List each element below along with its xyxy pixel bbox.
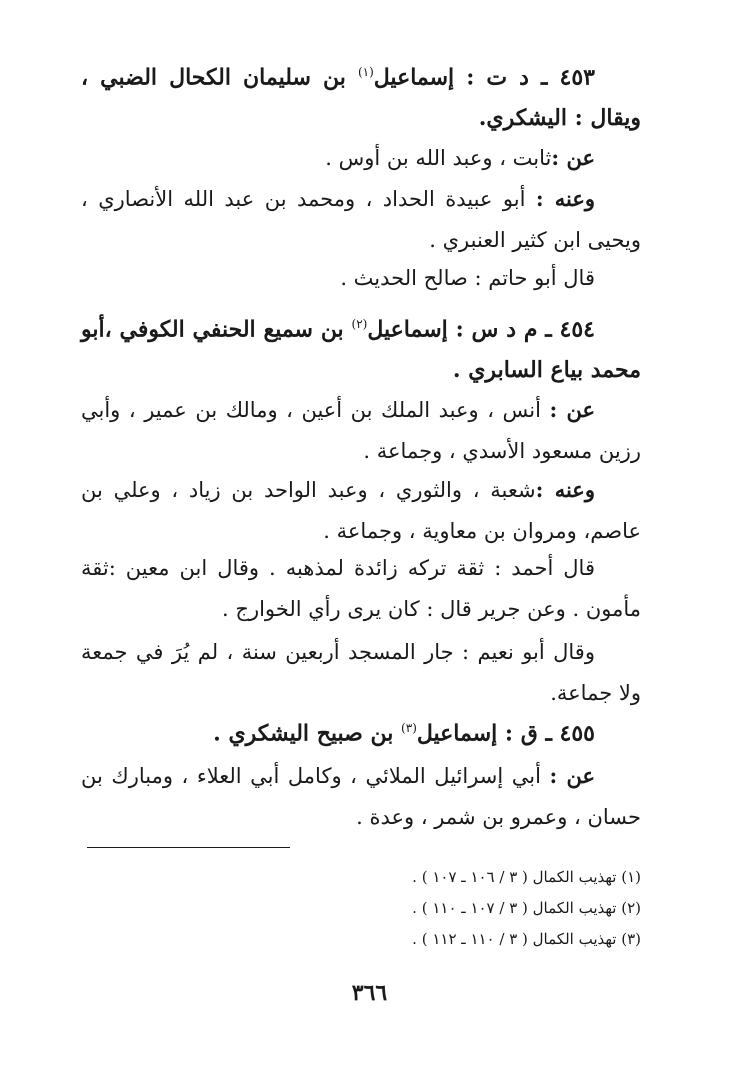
page-number: ٣٦٦ <box>351 980 388 1006</box>
entry-454-narrators-from: عن : أنس ، وعبد الملك بن أعين ، ومالك بن عمير ، وأبي رزين مسعود الأسدي ، وجماعة . <box>81 397 641 463</box>
entry-453-heading: ٤٥٣ ـ د ت : إسماعيل$^{(١)}$ بن سليمان الكحال الضبي ، ويقال : اليشكري. <box>81 64 641 132</box>
entry-454-narrators-to: وعنه :شعبة ، والثوري ، وعبد الواحد بن زياد ، وعلي بن عاصم، ومروان بن معاوية ، وجماعة . <box>81 477 641 543</box>
entry-455-heading: ٤٥٥ ـ ق : إسماعيل$^{(٣)}$ بن صبيح اليشكري . <box>213 720 595 747</box>
entry-455-narrators-from: عن : أبي إسرائيل الملائي ، وكامل أبي العلاء ، ومبارك بن حسان ، وعمرو بن شمر ، وعدة . <box>81 763 641 829</box>
footnote-ref-3: (٣) <box>401 721 417 735</box>
footnote-2: (٢) تهذيب الكمال ( ٣ / ١٠٧ ـ ١١٠ ) . <box>412 899 641 917</box>
entry-453-narrators-to: وعنه : أبو عبيدة الحداد ، ومحمد بن عبد الله الأنصاري ، ويحيى ابن كثير العنبري . <box>81 186 641 252</box>
footnote-1: (١) تهذيب الكمال ( ٣ / ١٠٦ ـ ١٠٧ ) . <box>412 868 641 886</box>
footnote-ref-1: (١) <box>357 65 374 79</box>
entry-453-grading: قال أبو حاتم : صالح الحديث . <box>340 266 595 290</box>
footnotes <box>81 862 641 955</box>
entry-454-note: وقال أبو نعيم : جار المسجد أربعين سنة ، لم يُرَ في جمعة ولا جماعة. <box>81 640 641 705</box>
footnote-divider <box>87 847 290 848</box>
entry-454-grading: قال أحمد : ثقة تركه زائدة لمذهبه . وقال ابن معين :ثقة مأمون . وعن جرير قال : كان يرى رأي الخوارج . <box>81 556 641 621</box>
footnote-ref-2: (٢) <box>351 317 368 331</box>
entry-453-narrators-from: عن :ثابت ، وعبد الله بن أوس . <box>325 145 595 170</box>
entry-454-heading: ٤٥٤ ـ م د س : إسماعيل$^{(٢)}$ بن سميع الحنفي الكوفي ،أبو محمد بياع السابري . <box>81 316 641 384</box>
footnote-3: (٣) تهذيب الكمال ( ٣ / ١١٠ ـ ١١٢ ) . <box>412 930 641 948</box>
